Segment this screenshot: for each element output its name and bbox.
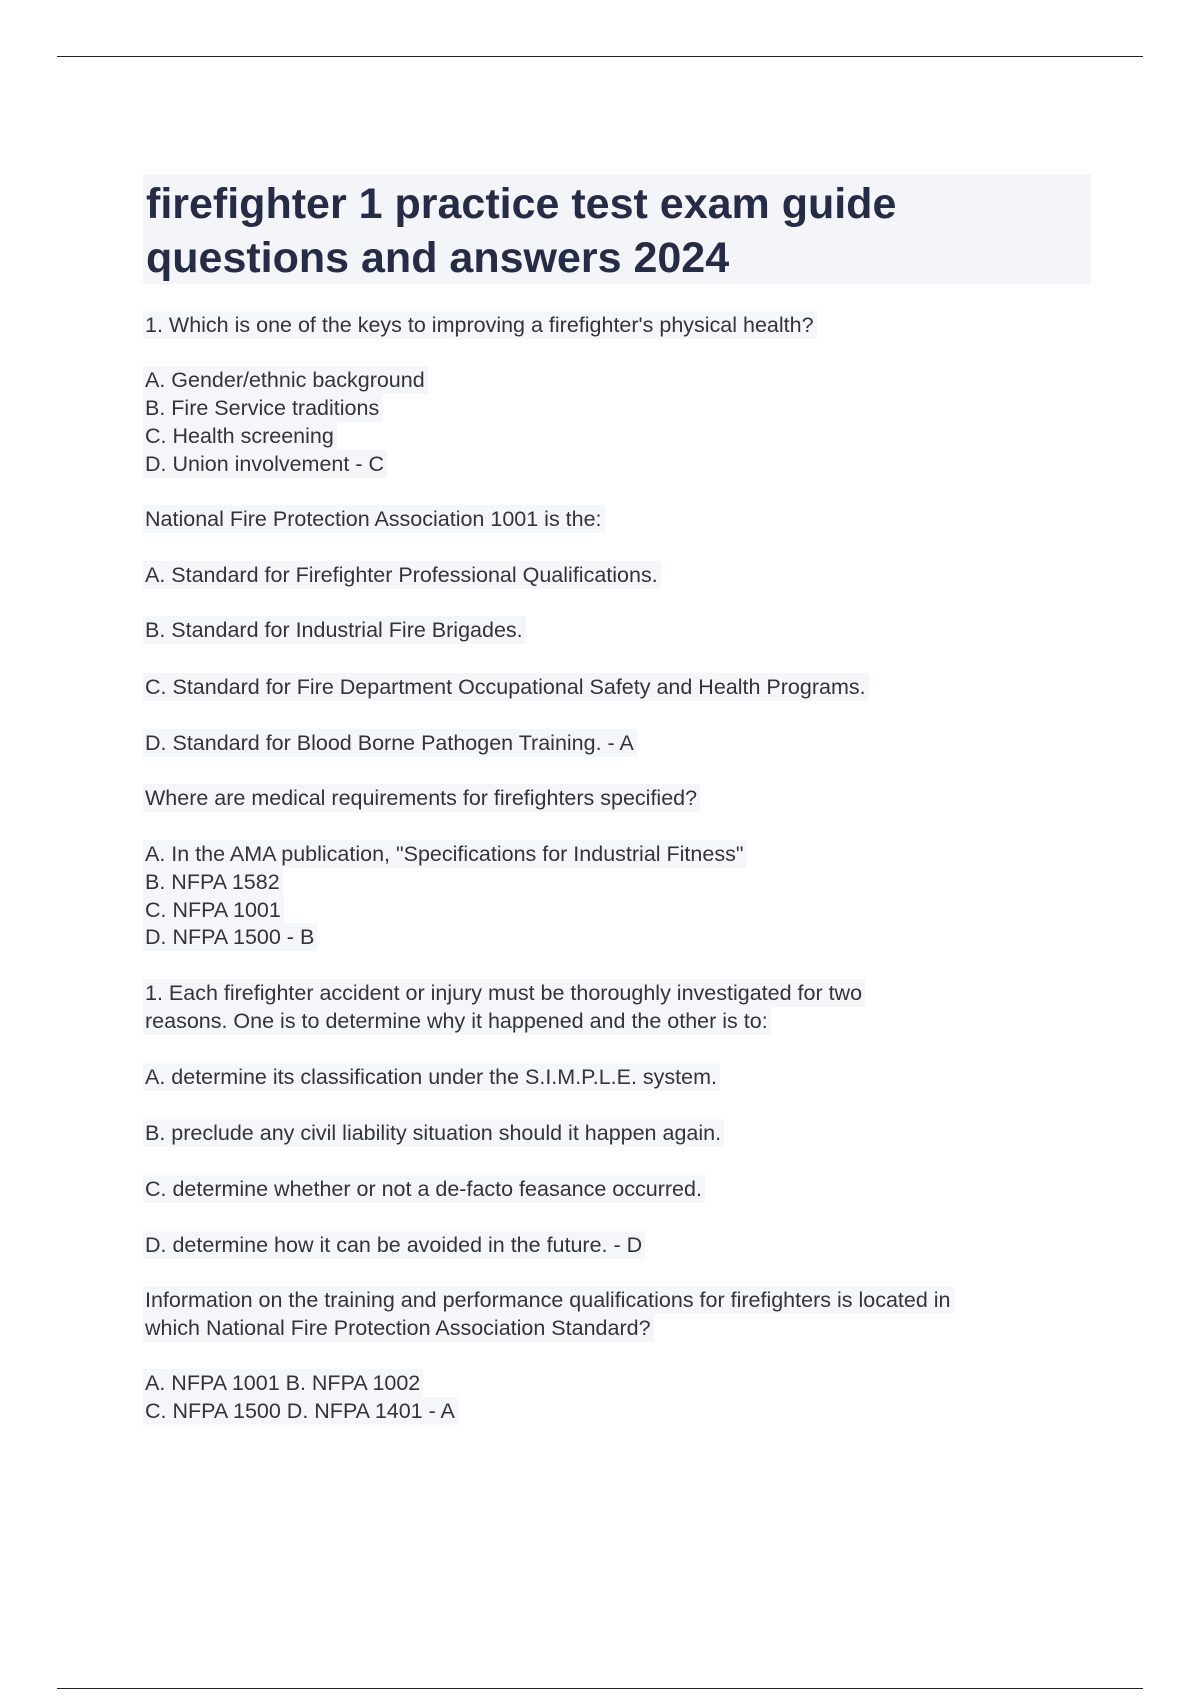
answer-option: A. NFPA 1001 B. NFPA 1002	[143, 1369, 423, 1397]
question-prompt: Where are medical requirements for firefighters specified?	[143, 784, 700, 812]
answer-option: B. preclude any civil liability situation should it happen again.	[143, 1119, 724, 1147]
answer-option: A. Gender/ethnic background	[143, 366, 428, 394]
answer-option: B. Standard for Industrial Fire Brigades.	[143, 616, 526, 644]
answer-option: D. NFPA 1500 - B	[143, 923, 317, 951]
answer-option: A. In the AMA publication, "Specifications for Industrial Fitness"	[143, 840, 746, 868]
footer-rule	[57, 1688, 1143, 1689]
answer-option: D. Union involvement - C	[143, 450, 387, 478]
title-line: firefighter 1 practice test exam guide	[146, 180, 897, 228]
answer-option: A. determine its classification under the S.I.M.P.L.E. system.	[143, 1063, 720, 1091]
document-title	[143, 174, 1091, 284]
title-line: questions and answers 2024	[146, 234, 730, 282]
answer-option: D. determine how it can be avoided in the future. - D	[143, 1231, 645, 1259]
answer-option: A. Standard for Firefighter Professional Qualifications.	[143, 561, 661, 589]
answer-option: C. Health screening	[143, 422, 337, 450]
answer-option: C. Standard for Fire Department Occupational Safety and Health Programs.	[143, 673, 869, 701]
question-prompt: 1. Each firefighter accident or injury must be thoroughly investigated for two	[143, 979, 865, 1007]
answer-option: C. determine whether or not a de-facto feasance occurred.	[143, 1175, 705, 1203]
question-prompt: 1. Which is one of the keys to improving a firefighter's physical health?	[143, 311, 817, 339]
question-prompt: reasons. One is to determine why it happened and the other is to:	[143, 1007, 771, 1035]
answer-option: C. NFPA 1500 D. NFPA 1401 - A	[143, 1397, 458, 1425]
question-prompt: Information on the training and performance qualifications for firefighters is located in	[143, 1286, 954, 1314]
question-prompt: National Fire Protection Association 1001 is the:	[143, 505, 605, 533]
answer-option: D. Standard for Blood Borne Pathogen Training. - A	[143, 729, 637, 757]
answer-option: B. Fire Service traditions	[143, 394, 382, 422]
answer-option: B. NFPA 1582	[143, 868, 283, 896]
question-prompt: which National Fire Protection Association Standard?	[143, 1314, 654, 1342]
header-rule	[57, 56, 1143, 57]
answer-option: C. NFPA 1001	[143, 896, 284, 924]
